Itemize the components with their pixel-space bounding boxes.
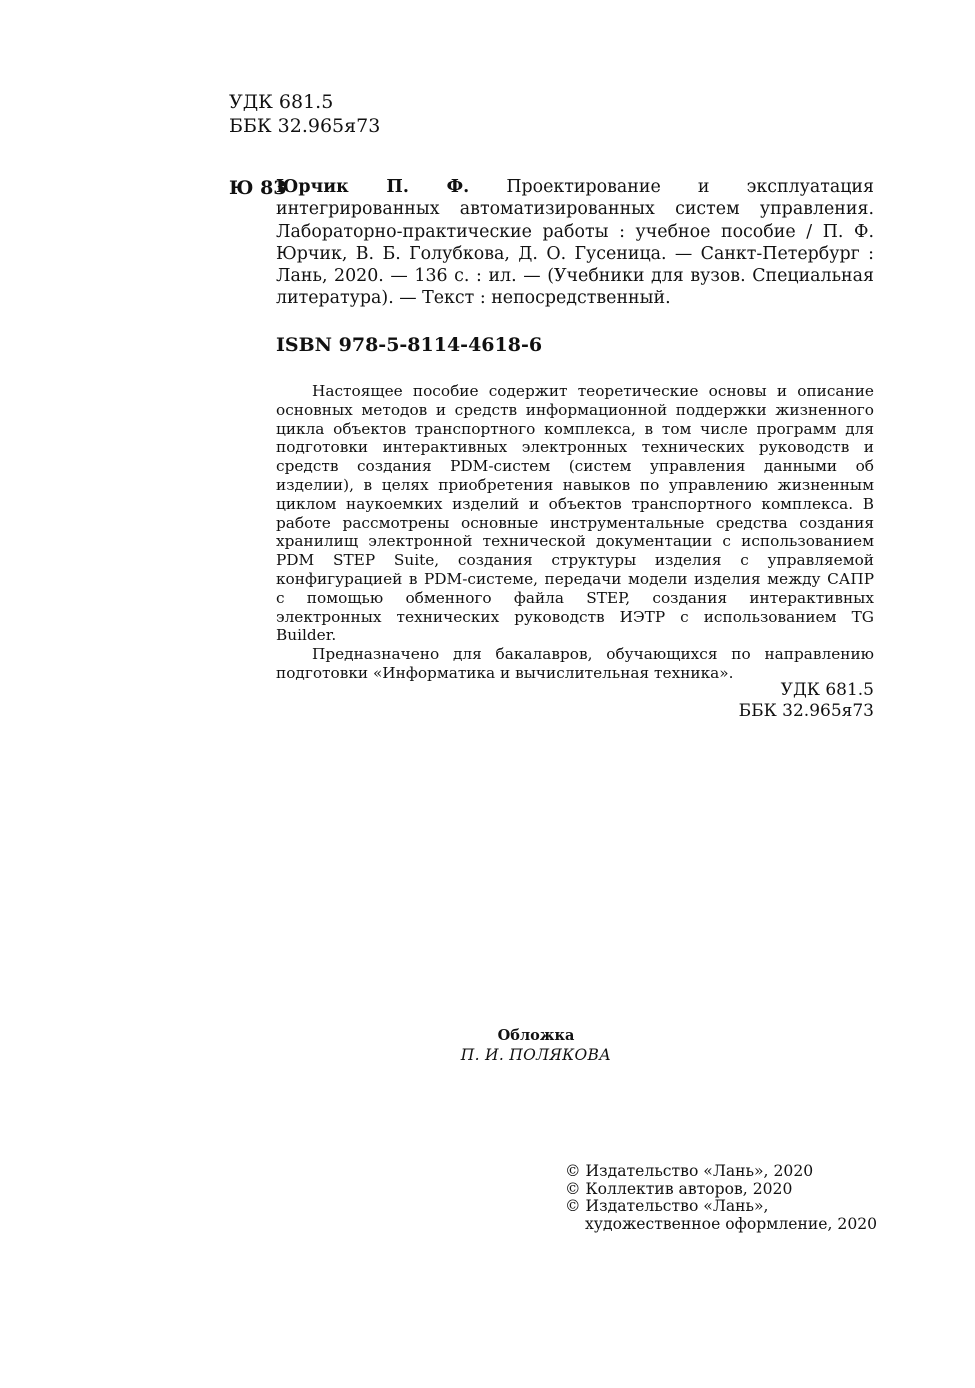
entry-author: Юрчик П. Ф. <box>276 177 470 197</box>
copyright-notices <box>565 1163 877 1233</box>
copyright-line: художественное оформление, 2020 <box>585 1214 878 1233</box>
udk-code: УДК 681.5 <box>229 91 334 113</box>
bibliographic-entry <box>276 176 874 310</box>
entry-description: Проектирование и эксплуатация интегрированных автоматизированных систем управления. Лабораторно-практические работы : учебное пособие / П. Ф. Юрчик, В. Б. Голубкова, Д. О. Гусеница. — Санкт-Петербург : Лань, 2020. — 136 с. : ил. — (Учебники для вузов. Специальная литература). — Текст : непосредственный. <box>276 177 874 309</box>
classification-codes-top <box>229 90 380 138</box>
bbk-code: ББК 32.965я73 <box>229 115 381 137</box>
cover-credit <box>380 1026 692 1066</box>
bbk-code: ББК 32.965я73 <box>738 701 874 721</box>
copyright-line: © Коллектив авторов, 2020 <box>565 1179 793 1198</box>
abstract-paragraph: Предназначено для бакалавров, обучающихся по направлению подготовки «Информатика и вычислительная техника». <box>276 645 874 682</box>
abstract <box>276 382 874 683</box>
cover-artist: П. И. ПОЛЯКОВА <box>460 1046 612 1064</box>
copyright-line: © Издательство «Лань», 2020 <box>565 1162 814 1180</box>
abstract-paragraph: Настоящее пособие содержит теоретические основы и описание основных методов и средств информационной поддержки жизненного цикла объектов транспортного комплекса, в том числе программ для подготовки интерактивных электронных технических руководств и средств создания PDM-систем (систем управления данными об изделии), в целях приобретения навыков по управлению жизненным циклом наукоемких изделий и объектов транспортного комплекса. В работе рассмотрены основные инструментальные средства создания хранилищ электронной технической документации с использованием PDM STEP Suite, создания структуры изделия с управляемой конфигурацией в PDM-системе, передачи модели изделия между САПР с помощью обменного файла STEP, создания интерактивных электронных технических руководств ИЭТР с использованием TG Builder. <box>276 382 874 645</box>
udk-code: УДК 681.5 <box>780 680 874 700</box>
author-mark: Ю 83 <box>229 177 287 199</box>
copyright-line: © Издательство «Лань», <box>565 1197 769 1215</box>
cover-label: Обложка <box>497 1027 575 1044</box>
isbn: ISBN 978-5-8114-4618-6 <box>276 334 543 356</box>
classification-codes-bottom <box>574 680 874 722</box>
